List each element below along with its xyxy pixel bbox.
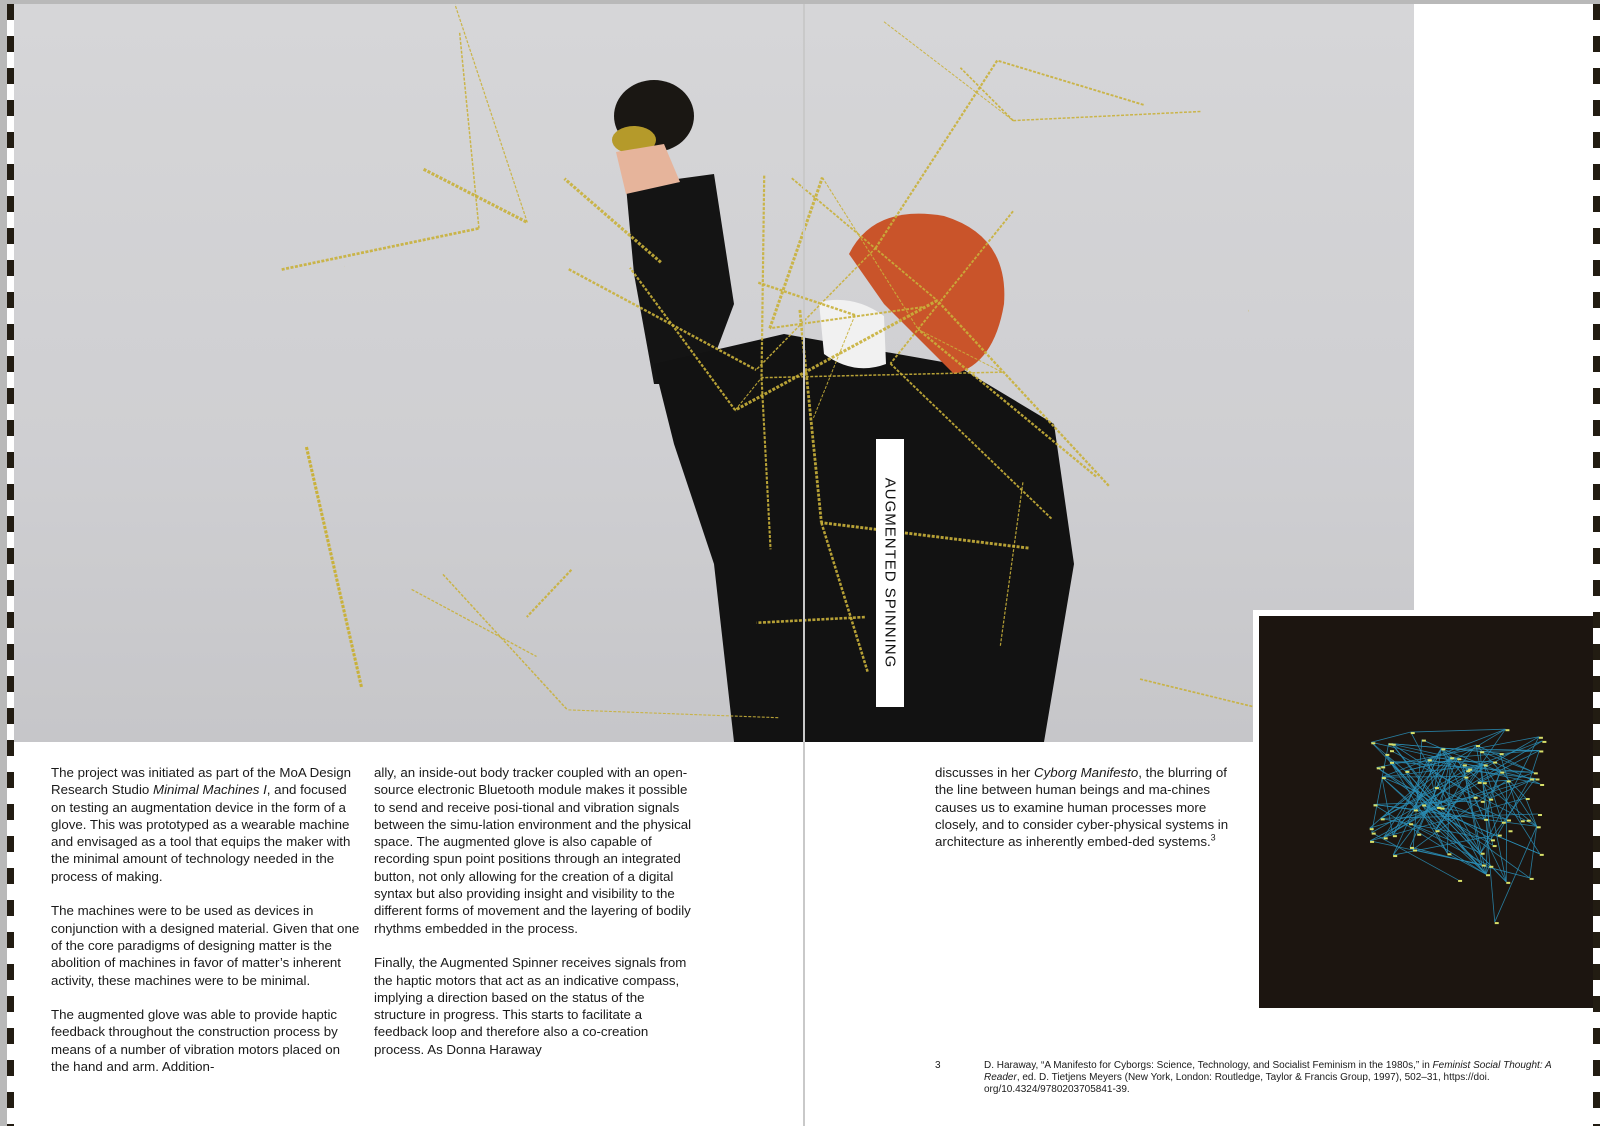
tracking-point xyxy=(1484,819,1488,821)
string-strand xyxy=(282,228,479,269)
tracking-point xyxy=(1389,743,1393,745)
tracking-point xyxy=(1384,837,1388,839)
tracking-point xyxy=(1370,841,1374,843)
paragraph: The augmented glove was able to provide haptic feedback throughout the construction process by means of a number of vibration motors placed on the hand and arm. Addition- xyxy=(51,1007,340,1075)
running-title: AUGMENTED SPINNING xyxy=(881,477,899,669)
tracking-point xyxy=(1441,808,1445,810)
string-strand xyxy=(1013,111,1201,120)
tracking-point xyxy=(1381,818,1385,820)
studio-name: Minimal Machines I xyxy=(153,782,267,798)
footnote-text: D. Haraway, “A Manifesto for Cyborgs: Science, Technology, and Socialist Feminism in the 1980s,” in Feminist Social Thought: A Reader, ed. D. Tietjens Meyers (New York, London: Routledge, Taylor & Francis Group, 1997), 502–31, https://doi. org/10.4324/9780203705841-39. xyxy=(984,1060,1552,1095)
tracking-point xyxy=(1390,750,1394,752)
tracking-point xyxy=(1422,740,1426,742)
text-column-2 xyxy=(374,764,694,1075)
tracking-point xyxy=(1502,822,1506,824)
tracking-point xyxy=(1441,748,1445,750)
paragraph: The machines were to be used as devices in conjunction with a designed material. Given that one of the core paradigms of designing matter is the abolition of machines in favor of matter’s inherent activity, these machines were to be minimal. xyxy=(51,903,360,988)
tracking-point xyxy=(1489,799,1493,801)
tracking-point xyxy=(1505,729,1509,731)
tracking-point xyxy=(1405,771,1409,773)
torso xyxy=(654,334,1074,742)
tracking-point xyxy=(1409,823,1413,825)
tracking-point xyxy=(1480,751,1484,753)
string-strand xyxy=(412,589,537,656)
tracking-point xyxy=(1481,801,1485,803)
tracking-point xyxy=(1540,784,1544,786)
tracking-path xyxy=(1374,804,1487,874)
tracking-point xyxy=(1371,742,1375,744)
tracking-point xyxy=(1377,767,1381,769)
tracking-point xyxy=(1507,820,1511,822)
tracking-point xyxy=(1506,882,1510,884)
tracking-point xyxy=(1466,770,1470,772)
tracking-point xyxy=(1481,853,1485,855)
left-page-edge-marks xyxy=(7,4,14,1126)
tracking-point xyxy=(1527,820,1531,822)
tracking-point xyxy=(1486,874,1490,876)
tracking-point xyxy=(1542,741,1546,743)
tracking-point xyxy=(1413,850,1417,852)
tracking-point xyxy=(1491,839,1495,841)
tracking-point xyxy=(1381,766,1385,768)
tracking-point xyxy=(1482,865,1486,867)
tracking-point xyxy=(1493,845,1497,847)
tracking-point xyxy=(1539,750,1543,752)
tracking-point xyxy=(1500,772,1504,774)
tracking-point xyxy=(1450,757,1454,759)
tracking-point xyxy=(1464,777,1468,779)
footnote-reference: 3 xyxy=(1210,832,1216,843)
tracking-paths xyxy=(1370,729,1543,922)
tracking-point xyxy=(1417,834,1421,836)
tracking-point xyxy=(1498,835,1502,837)
tracking-point xyxy=(1535,778,1539,780)
tracking-point xyxy=(1393,855,1397,857)
tracking-point xyxy=(1436,830,1440,832)
tracking-point xyxy=(1540,854,1544,856)
text-column-1 xyxy=(51,764,361,1093)
tracking-point xyxy=(1372,833,1376,835)
string-web-illustration xyxy=(14,4,1414,742)
paragraph: Finally, the Augmented Spinner receives signals from the haptic motors that act as an indicative compass, implying a direction based on the status of the structure in progress. This starts to facilitate a feedback loop and therefore also a co-creation process. As Donna Haraway xyxy=(374,955,687,1057)
tracking-point xyxy=(1457,758,1461,760)
tracking-point xyxy=(1474,797,1478,799)
tracking-path xyxy=(1411,729,1506,732)
tracking-point xyxy=(1437,807,1441,809)
network-inset-image xyxy=(1253,610,1600,1008)
tracking-point xyxy=(1526,798,1530,800)
tracking-point xyxy=(1370,828,1374,830)
tracking-point xyxy=(1483,782,1487,784)
tracking-path xyxy=(1441,772,1534,807)
string-strand xyxy=(306,447,361,687)
tracking-point xyxy=(1507,780,1511,782)
paragraph: The project was initiated as part of the MoA Design Research Studio Minimal Machines I, and focused on testing an augmentation device in the form of a glove. This was prototyped as a wearable machine and envisaged as a tool that equips the maker with the minimal amount of technology needed in the process of making. xyxy=(51,765,352,884)
tracking-point xyxy=(1495,922,1499,924)
tracking-point xyxy=(1374,804,1378,806)
spinning-photo xyxy=(14,4,1414,742)
tracking-point xyxy=(1521,820,1525,822)
tracking-point xyxy=(1463,764,1467,766)
tracking-point xyxy=(1382,777,1386,779)
tracking-point xyxy=(1458,880,1462,882)
tracking-point xyxy=(1538,814,1542,816)
tracking-point xyxy=(1393,835,1397,837)
right-page-edge-marks xyxy=(1593,4,1600,1126)
string-strand xyxy=(770,177,823,328)
running-title-box xyxy=(876,439,904,707)
tracking-point xyxy=(1476,745,1480,747)
tracking-point xyxy=(1530,878,1534,880)
tracking-point xyxy=(1411,732,1415,734)
tracking-point xyxy=(1534,772,1538,774)
tracking-point xyxy=(1530,778,1534,780)
tracking-path xyxy=(1507,780,1537,826)
tracking-point xyxy=(1537,826,1541,828)
tracking-point xyxy=(1422,804,1426,806)
tracking-point xyxy=(1500,753,1504,755)
tracking-point xyxy=(1489,866,1493,868)
string-strand xyxy=(884,22,1013,121)
book-spread xyxy=(7,4,1600,1126)
tracking-point xyxy=(1478,782,1482,784)
tracking-point xyxy=(1484,764,1488,766)
paragraph: discusses in her Cyborg Manifesto, the blurring of the line between human beings and ma-chines causes us to examine human processes more closely, and to consider cyber-physical systems in architecture as inherently embed-ded systems.$^3$ xyxy=(935,765,1229,850)
footnote-number: 3 xyxy=(935,1060,941,1071)
tracking-point xyxy=(1390,762,1394,764)
text-column-3 xyxy=(935,764,1235,868)
tracking-point xyxy=(1435,787,1439,789)
string-strand xyxy=(757,282,854,315)
tracking-point xyxy=(1493,762,1497,764)
tracking-point xyxy=(1414,809,1418,811)
tracking-point xyxy=(1410,847,1414,849)
string-strand xyxy=(997,61,1143,105)
tracking-point xyxy=(1385,754,1389,756)
tracking-path xyxy=(1371,732,1410,742)
tracking-point xyxy=(1447,853,1451,855)
page-gutter xyxy=(803,4,805,1126)
string-strand xyxy=(460,32,479,229)
book-title: Cyborg Manifesto xyxy=(1034,765,1139,780)
tracking-network-plot xyxy=(1259,616,1600,1008)
tracking-point xyxy=(1539,737,1543,739)
tracking-point xyxy=(1509,830,1513,832)
string-strand xyxy=(527,570,572,617)
tracking-point xyxy=(1428,759,1432,761)
paragraph: ally, an inside-out body tracker coupled with an open-source electronic Bluetooth module makes it possible to send and receive posi-tional and vibration signals between the simu-lation environment and the physical space. The augmented glove is also capable of recording spun point positions through an integrated button, not only allowing for the creation of a digital syntax but also providing insight and visibility to the different forms of movement and the layering of bodily rhythms embedded in the process. xyxy=(374,765,692,936)
person-figure xyxy=(612,80,1074,742)
